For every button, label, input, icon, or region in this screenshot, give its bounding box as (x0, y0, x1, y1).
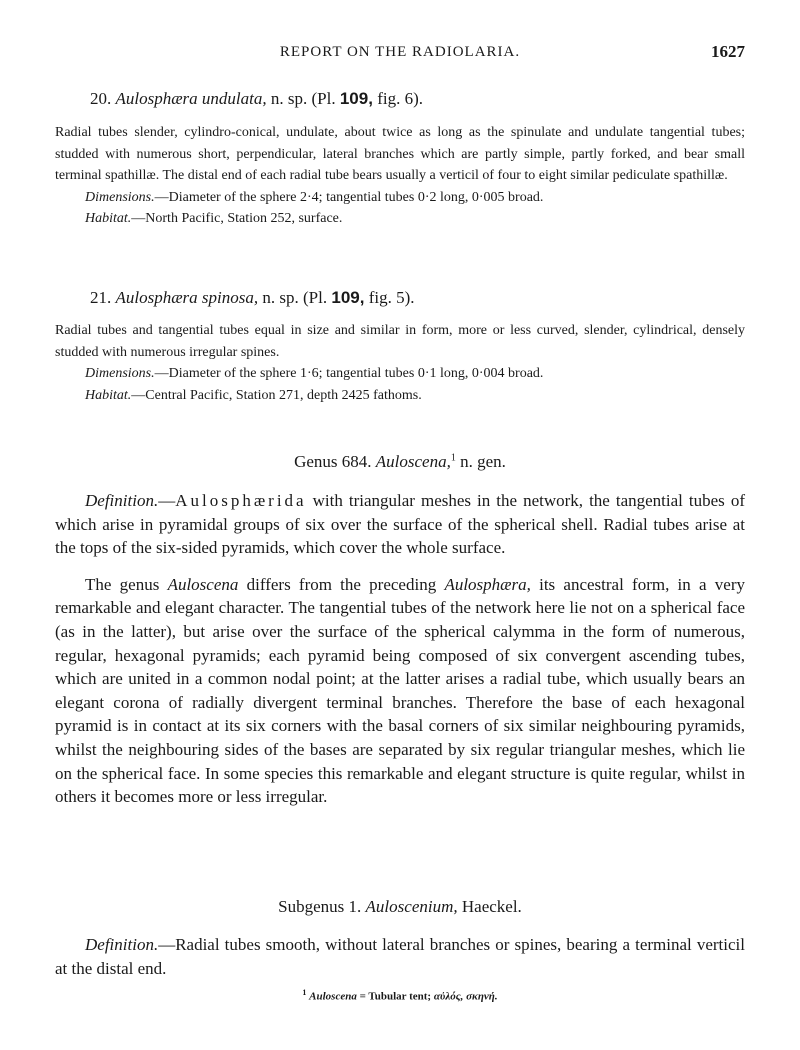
subgenus-body (55, 933, 745, 980)
text: The genus (85, 574, 168, 594)
text: differs from the preceding (238, 574, 445, 594)
habitat-label: Habitat. (85, 387, 132, 403)
subgenus-prefix: Subgenus 1. (278, 897, 362, 916)
genus-name: Aulosphæra, (444, 574, 531, 594)
dimensions-text: —Diameter of the sphere 1·6; tangential tubes 0·1 long, 0·004 broad. (154, 366, 544, 381)
habitat-line (55, 208, 745, 230)
species-name: Aulosphæra undulata, (115, 89, 267, 108)
genus-prefix: Genus 684. (294, 452, 372, 471)
taxon-name: Aulosphærida (175, 491, 307, 510)
dimensions-line (55, 363, 745, 385)
subgenus-author: Haeckel. (461, 897, 522, 916)
footnote (55, 988, 745, 1003)
page-number: 1627 (711, 42, 745, 61)
species-20-body (55, 122, 745, 230)
species-number: 20. (90, 89, 112, 108)
genus-name: Auloscena, (375, 452, 451, 471)
figure-ref: fig. 6). (377, 89, 423, 108)
dimensions-text: —Diameter of the sphere 2·4; tangential tubes 0·2 long, 0·005 broad. (154, 189, 544, 205)
footnote-greek: αὐλός, σκηνή. (433, 990, 498, 1003)
plate-number: 109, (331, 288, 365, 307)
footnote-name: Auloscena (309, 990, 357, 1003)
species-21-heading (90, 288, 415, 308)
species-20-heading (90, 89, 423, 109)
species-suffix: n. sp. (Pl. (262, 288, 328, 307)
species-suffix: n. sp. (Pl. (270, 89, 336, 108)
habitat-text: —Central Pacific, Station 271, depth 2425 fathoms. (131, 387, 422, 403)
habitat-label: Habitat. (85, 211, 132, 226)
definition-text: —Radial tubes smooth, without lateral branches or spines, bearing a terminal verticil at the distal end. (55, 935, 745, 978)
species-21-body (55, 320, 745, 406)
subgenus-name: Auloscenium, (365, 897, 458, 916)
genus-heading (55, 452, 745, 472)
habitat-line (55, 385, 745, 407)
footnote-mark: 1 (302, 988, 307, 997)
species-description: Radial tubes and tangential tubes equal in size and similar in form, more or less curved, slender, cylindrical, densely studded with numerous irregular spines. (55, 323, 745, 360)
dimensions-label: Dimensions. (85, 189, 155, 205)
text: its ancestral form, in a very remarkable and elegant character. The tangential tubes of the network here lie not on a spherical face (as in the latter), but arise over the surface of the spherical calymma in the form of numerous, regular, hexagonal pyramids; each pyramid being composed of six convergent ascending tubes, which are united in a common nodal point; at the latter arises a radial tube, which usually bears an elegant corona of radially divergent terminal branches. Therefore the base of each hexagonal pyramid is in contact at its six corners with the basal corners of six similar neighbouring pyramids, whilst the neighbouring sides of the bases are separated by six regular triangular meshes, which lie on the spherical face. In some species this remarkable and elegant structure is quite regular, whilst in others it becomes more or less irregular. (55, 574, 745, 807)
definition-label: Definition. (85, 935, 159, 954)
genus-suffix: n. gen. (460, 452, 506, 471)
definition-text: with triangular meshes in the network, the tangential tubes of which arise in pyramidal groups of six over the surface of the spherical shell. Radial tubes arise at the tops of the six-sided pyramids, which cover the whole surface. (55, 491, 745, 558)
species-description: Radial tubes slender, cylindro-conical, undulate, about twice as long as the spinulate and undulate tangential tubes; studded with numerous short, perpendicular, lateral branches which are partly simple, partly forked, and bear small terminal spathillæ. The distal end of each radial tube bears usually a verticil of four to eight similar pediculate spathillæ. (55, 125, 745, 183)
habitat-text: —North Pacific, Station 252, surface. (131, 211, 343, 226)
footnote-text: = Tubular tent; (356, 990, 434, 1003)
genus-body (55, 489, 745, 809)
species-number: 21. (90, 288, 112, 307)
definition-label: Definition. (85, 491, 159, 510)
dimensions-label: Dimensions. (85, 366, 155, 381)
genus-discussion (55, 573, 745, 809)
header-title: REPORT ON THE RADIOLARIA. (279, 44, 521, 60)
footnote-ref: 1 (450, 452, 456, 464)
genus-definition (55, 489, 745, 560)
genus-name: Auloscena (167, 574, 239, 594)
plate-number: 109, (339, 89, 373, 108)
dimensions-line (55, 187, 745, 209)
species-name: Aulosphæra spinosa, (115, 288, 259, 307)
subgenus-definition (55, 933, 745, 980)
dash: — (158, 491, 176, 510)
subgenus-heading (55, 897, 745, 917)
figure-ref: fig. 5). (368, 288, 415, 307)
